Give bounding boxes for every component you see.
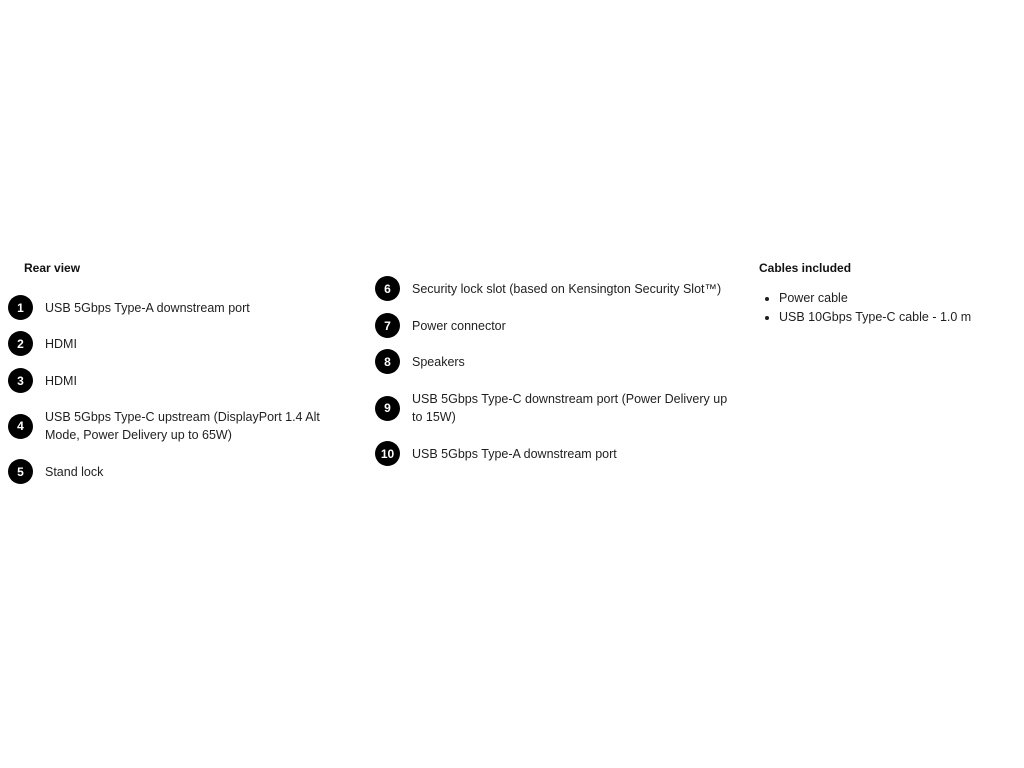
port-number-badge: 1: [8, 295, 33, 320]
port-number-badge: 5: [8, 459, 33, 484]
port-item-8: [375, 349, 745, 374]
port-number-badge: 4: [8, 414, 33, 439]
port-label: USB 5Gbps Type-C downstream port (Power Delivery up to 15W): [412, 392, 728, 424]
port-item-10: [375, 441, 745, 466]
port-number-badge: 3: [8, 368, 33, 393]
cables-list: [759, 289, 971, 326]
port-label: USB 5Gbps Type-C upstream (DisplayPort 1.4 Alt Mode, Power Delivery up to 65W): [45, 410, 320, 442]
cables-included-heading: Cables included: [759, 261, 852, 275]
port-item-5: [8, 459, 358, 484]
port-number-badge: 2: [8, 331, 33, 356]
rear-view-heading: Rear view: [24, 261, 81, 275]
port-item-1: [8, 295, 358, 320]
port-number-badge: 8: [375, 349, 400, 374]
port-label: Stand lock: [45, 464, 104, 479]
port-label: Speakers: [412, 354, 465, 369]
port-item-9: [375, 390, 745, 426]
port-label: HDMI: [45, 373, 77, 388]
port-item-4: [8, 408, 358, 444]
cable-item-power: • Power cable: [779, 289, 971, 308]
port-item-3: [8, 368, 358, 393]
port-number-badge: 9: [375, 396, 400, 421]
port-number-badge: 6: [375, 276, 400, 301]
port-number-badge: 10: [375, 441, 400, 466]
port-number-badge: 7: [375, 313, 400, 338]
port-item-2: [8, 331, 358, 356]
port-item-7: [375, 313, 745, 338]
port-label: Power connector: [412, 318, 506, 333]
cable-item-usb-c: • USB 10Gbps Type-C cable - 1.0 m: [779, 308, 971, 327]
port-label: Security lock slot (based on Kensington Security Slot™): [412, 281, 722, 296]
port-label: USB 5Gbps Type-A downstream port: [412, 446, 617, 461]
port-item-6: [375, 276, 745, 301]
port-label: HDMI: [45, 336, 77, 351]
port-label: USB 5Gbps Type-A downstream port: [45, 300, 250, 315]
